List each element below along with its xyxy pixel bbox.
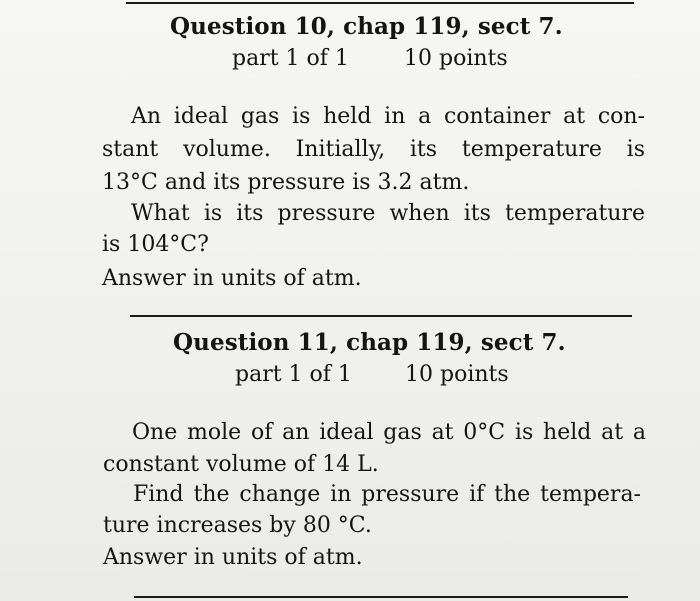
question-10-answer-units: Answer in units of atm.	[102, 266, 362, 291]
question-11-points: 10 points	[405, 362, 509, 387]
question-10-line-3: 13°C and its pressure is 3.2 atm.	[102, 170, 470, 195]
question-10-line-5: is 104°C?	[102, 232, 209, 257]
question-11-answer-units: Answer in units of atm.	[103, 545, 363, 570]
question-11-part: part 1 of 1	[235, 362, 352, 387]
question-11-line-4: ture increases by 80 °C.	[103, 513, 372, 538]
question-11-line-2: constant volume of 14 L.	[103, 452, 379, 477]
bottom-divider	[134, 596, 628, 598]
question-11-line-3: Find the change in pressure if the tempera-	[133, 482, 641, 507]
top-divider	[126, 2, 634, 4]
question-10-line-1: An ideal gas is held in a container at con-	[131, 104, 645, 129]
question-11-title: Question 11, chap 119, sect 7.	[173, 329, 566, 356]
question-11-line-1: One mole of an ideal gas at 0°C is held at a	[132, 420, 646, 445]
question-10-title: Question 10, chap 119, sect 7.	[170, 13, 563, 40]
question-10-line-2: stant volume. Initially, its temperature is	[102, 137, 645, 162]
question-10-line-4: What is its pressure when its temperature	[131, 201, 645, 226]
question-10-points: 10 points	[404, 46, 508, 71]
question-10-part: part 1 of 1	[232, 46, 349, 71]
middle-divider	[130, 315, 632, 317]
